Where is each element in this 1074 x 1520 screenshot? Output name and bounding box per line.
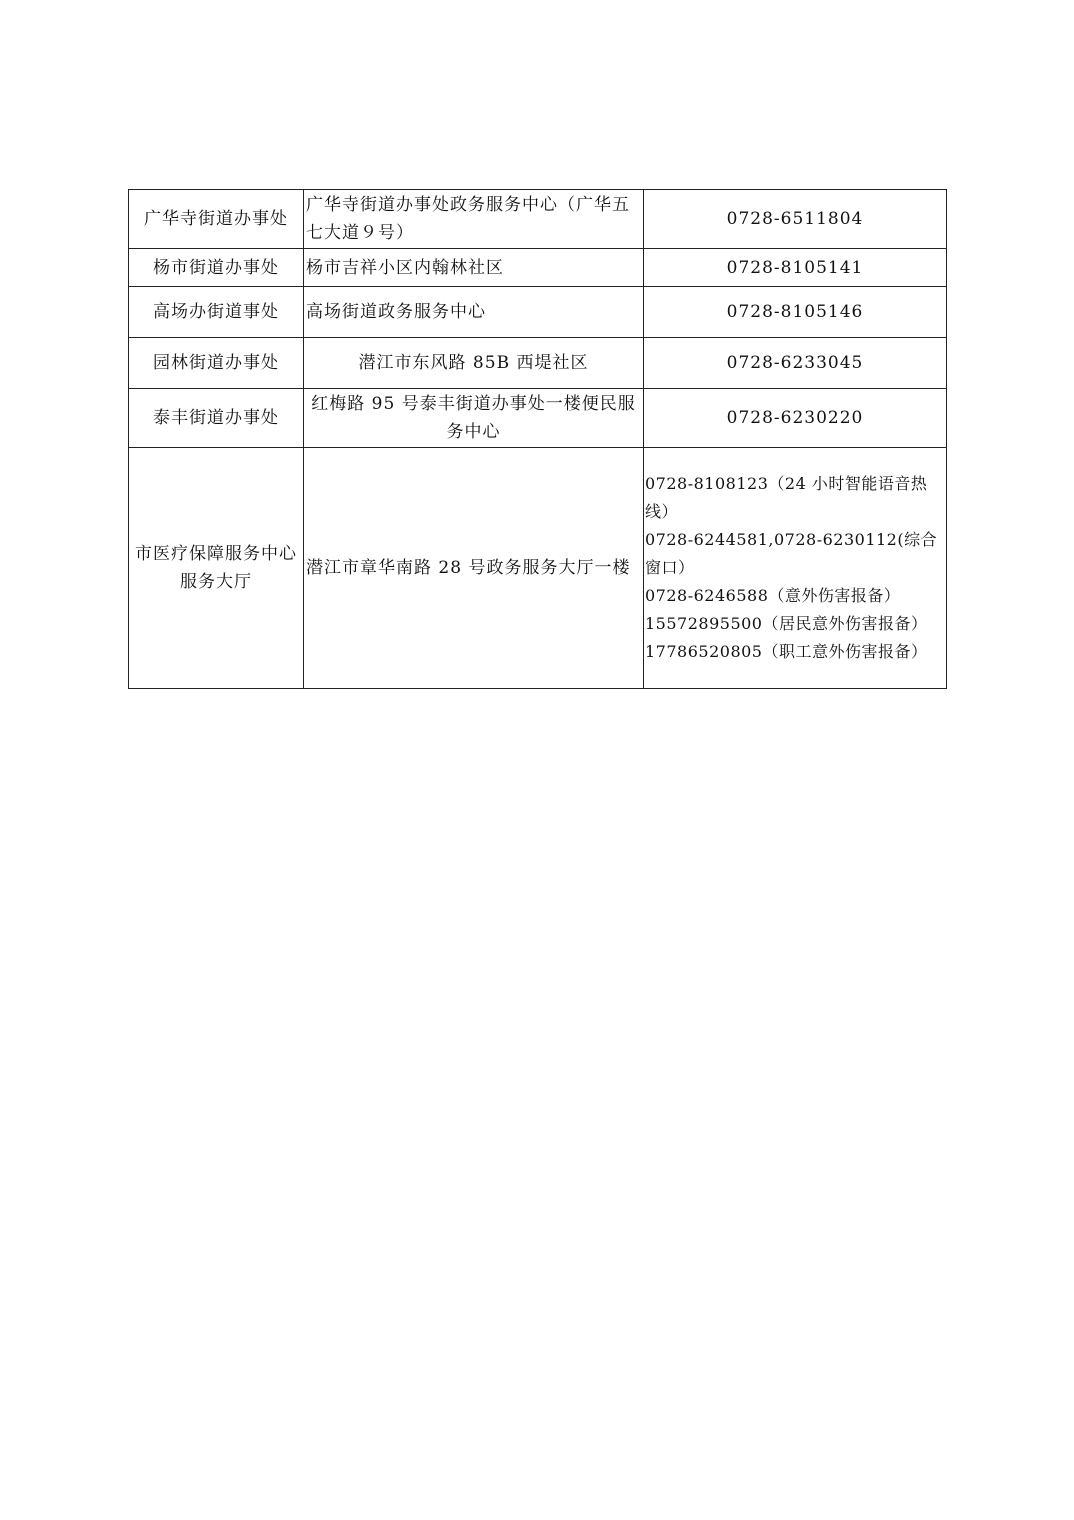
address-cell: 高场街道政务服务中心 [304,287,644,338]
unit-cell: 杨市街道办事处 [129,249,304,287]
phone-line: 0728-8108123（24 小时智能语音热 [645,474,928,493]
address-cell: 杨市吉祥小区内翰林社区 [304,249,644,287]
address-cell: 红梅路 95 号泰丰街道办事处一楼便民服务中心 [304,389,644,448]
table-row [129,249,947,287]
address-cell: 潜江市东风路 85B 西堤社区 [304,338,644,389]
phone-cell: 0728-6511804 [644,190,947,249]
phone-cell: 0728-8105141 [644,249,947,287]
contact-table [128,189,947,689]
unit-cell: 广华寺街道办事处 [129,190,304,249]
phone-line: 线） [645,502,679,521]
phone-line: 17786520805（职工意外伤害报备） [645,642,928,661]
table-row [129,338,947,389]
phone-line: 15572895500（居民意外伤害报备） [645,614,928,633]
table-row [129,190,947,249]
unit-cell: 泰丰街道办事处 [129,389,304,448]
unit-cell: 高场办街道事处 [129,287,304,338]
phone-cell [644,448,947,689]
address-cell: 潜江市章华南路 28 号政务服务大厅一楼 [304,448,644,689]
phone-line: 0728-6246588（意外伤害报备） [645,586,901,605]
table-row [129,389,947,448]
unit-cell: 园林街道办事处 [129,338,304,389]
phone-cell: 0728-6230220 [644,389,947,448]
unit-cell: 市医疗保障服务中心服务大厅 [129,448,304,689]
phone-cell: 0728-6233045 [644,338,947,389]
address-cell: 广华寺街道办事处政务服务中心（广华五七大道９号） [304,190,644,249]
table-row [129,448,947,689]
phone-cell: 0728-8105146 [644,287,947,338]
table-row [129,287,947,338]
phone-line: 0728-6244581,0728-6230112(综合 [645,530,938,549]
phone-line: 窗口） [645,558,695,577]
